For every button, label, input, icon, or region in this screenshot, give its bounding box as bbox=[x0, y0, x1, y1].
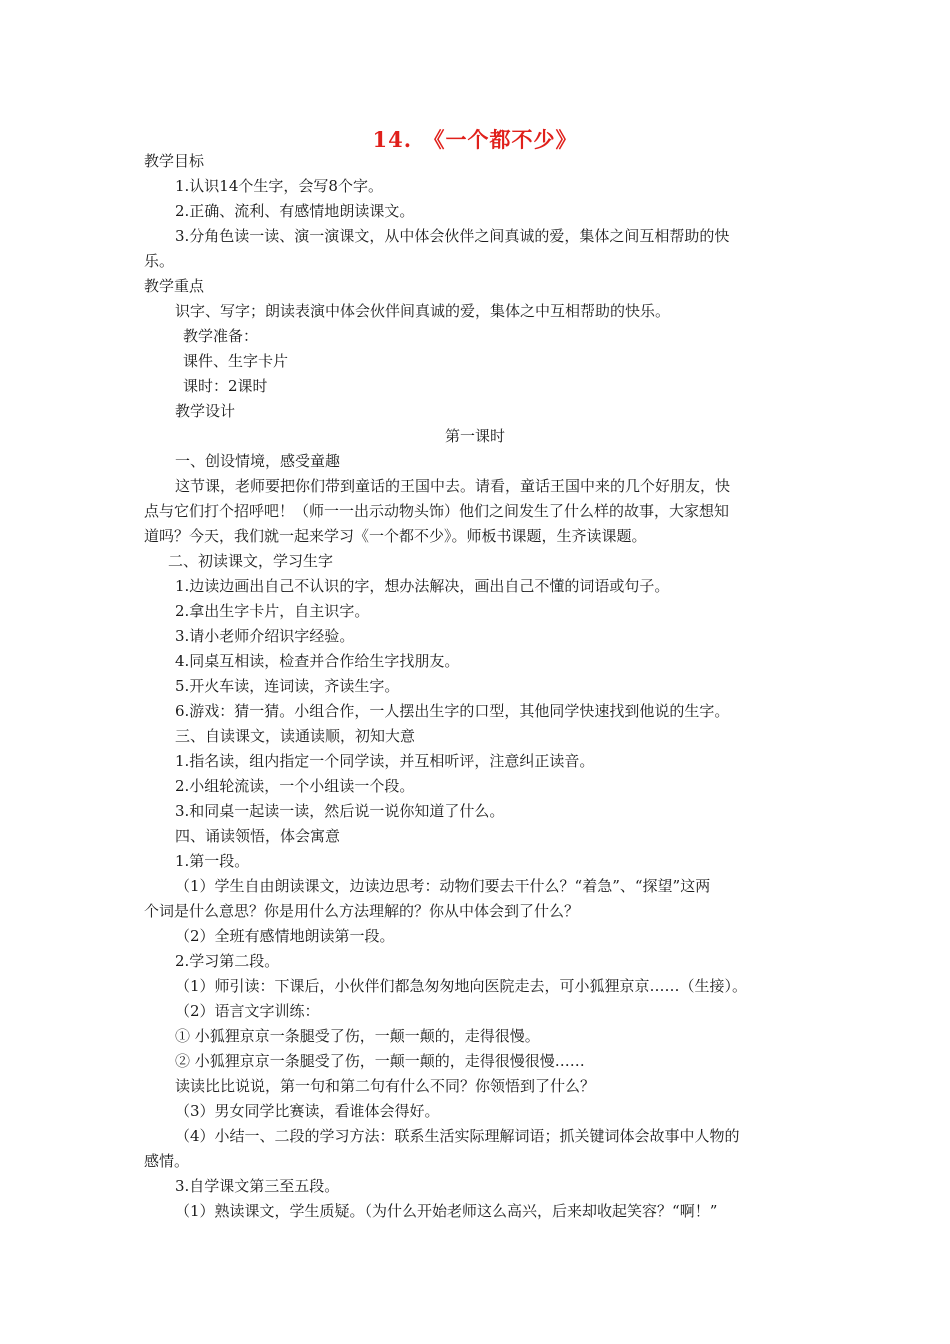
heading-teaching-design: 教学设计 bbox=[175, 402, 236, 420]
list-item: 2.学习第二段。 bbox=[175, 952, 280, 970]
paragraph-line: 点与它们打个招呼吧！（师一一出示动物头饰）他们之间发生了什么样的故事，大家想知 bbox=[144, 502, 730, 520]
step-2-heading: 二、初读课文，学习生字 bbox=[168, 552, 334, 570]
heading-teaching-goals: 教学目标 bbox=[144, 152, 205, 170]
paragraph-line: 读读比比说说，第一句和第二句有什么不同？你领悟到了什么？ bbox=[175, 1077, 596, 1095]
step-3-heading: 三、自读课文，读通读顺，初知大意 bbox=[175, 727, 416, 745]
list-item: 1.边读边画出自己不认识的字，想办法解决，画出自己不懂的词语或句子。 bbox=[175, 577, 670, 595]
list-item: 5.开火车读，连词读，齐读生字。 bbox=[175, 677, 400, 695]
lesson-title: 14. 《一个都不少》 bbox=[372, 127, 578, 152]
goal-item-2: 2.正确、流利、有感情地朗读课文。 bbox=[175, 202, 415, 220]
list-item: 1.指名读，组内指定一个同学读，并互相听评，注意纠正读音。 bbox=[175, 752, 595, 770]
list-item: （2）全班有感情地朗读第一段。 bbox=[175, 927, 395, 945]
section-first-lesson: 第一课时 bbox=[444, 427, 505, 445]
list-item: 2.小组轮流读，一个小组读一个段。 bbox=[175, 777, 415, 795]
paragraph-line: 这节课，老师要把你们带到童话的王国中去。请看，童话王国中来的几个好朋友，快 bbox=[175, 477, 731, 495]
step-4-heading: 四、诵读领悟，体会寓意 bbox=[175, 827, 341, 845]
list-item: 1.第一段。 bbox=[175, 852, 250, 870]
list-item: 4.同桌互相读，检查并合作给生字找朋友。 bbox=[175, 652, 460, 670]
goal-item-1: 1.认识14个生字，会写8个字。 bbox=[175, 177, 383, 195]
list-item: 6.游戏：猜一猜。小组合作，一人摆出生字的口型，其他同学快速找到他说的生字。 bbox=[175, 702, 730, 720]
heading-teaching-focus: 教学重点 bbox=[144, 277, 205, 295]
list-item: 3.自学课文第三至五段。 bbox=[175, 1177, 340, 1195]
paragraph-line: 个词是什么意思？你是用什么方法理解的？你从中体会到了什么？ bbox=[144, 902, 580, 920]
paragraph-line: （1）学生自由朗读课文，边读边思考：动物们要去干什么？“着急”、“探望”这两 bbox=[175, 877, 711, 895]
paragraph-line: 道吗？今天，我们就一起来学习《一个都不少》。师板书课题，生齐读课题。 bbox=[144, 527, 647, 545]
list-item: （3）男女同学比赛读，看谁体会得好。 bbox=[175, 1102, 440, 1120]
goal-item-3-cont: 乐。 bbox=[144, 252, 175, 270]
focus-text: 识字、写字；朗读表演中体会伙伴间真诚的爱，集体之中互相帮助的快乐。 bbox=[175, 302, 671, 320]
step-1-heading: 一、创设情境，感受童趣 bbox=[175, 452, 341, 470]
preparation-text: 课件、生字卡片 bbox=[183, 352, 289, 370]
list-item: 3.请小老师介绍识字经验。 bbox=[175, 627, 355, 645]
list-item: 3.和同桌一起读一读，然后说一说你知道了什么。 bbox=[175, 802, 505, 820]
list-item: 2.拿出生字卡片，自主识字。 bbox=[175, 602, 370, 620]
list-item: （1）师引读：下课后，小伙伴们都急匆匆地向医院走去，可小狐狸京京……（生接）。 bbox=[175, 977, 748, 995]
list-item: （2）语言文字训练： bbox=[175, 1002, 320, 1020]
heading-preparation: 教学准备： bbox=[183, 327, 259, 345]
list-item: ② 小狐狸京京一条腿受了伤，一颠一颠的，走得很慢很慢…… bbox=[175, 1052, 585, 1070]
goal-item-3: 3.分角色读一读、演一演课文，从中体会伙伴之间真诚的爱，集体之间互相帮助的快 bbox=[175, 227, 730, 245]
paragraph-line: 感情。 bbox=[144, 1152, 190, 1170]
list-item: （4）小结一、二段的学习方法：联系生活实际理解词语；抓关键词体会故事中人物的 bbox=[175, 1127, 740, 1145]
list-item: （1）熟读课文，学生质疑。（为什么开始老师这么高兴，后来却收起笑容？“啊！” bbox=[175, 1202, 718, 1220]
class-hours: 课时：2课时 bbox=[183, 377, 268, 395]
list-item: ① 小狐狸京京一条腿受了伤，一颠一颠的，走得很慢。 bbox=[175, 1027, 540, 1045]
